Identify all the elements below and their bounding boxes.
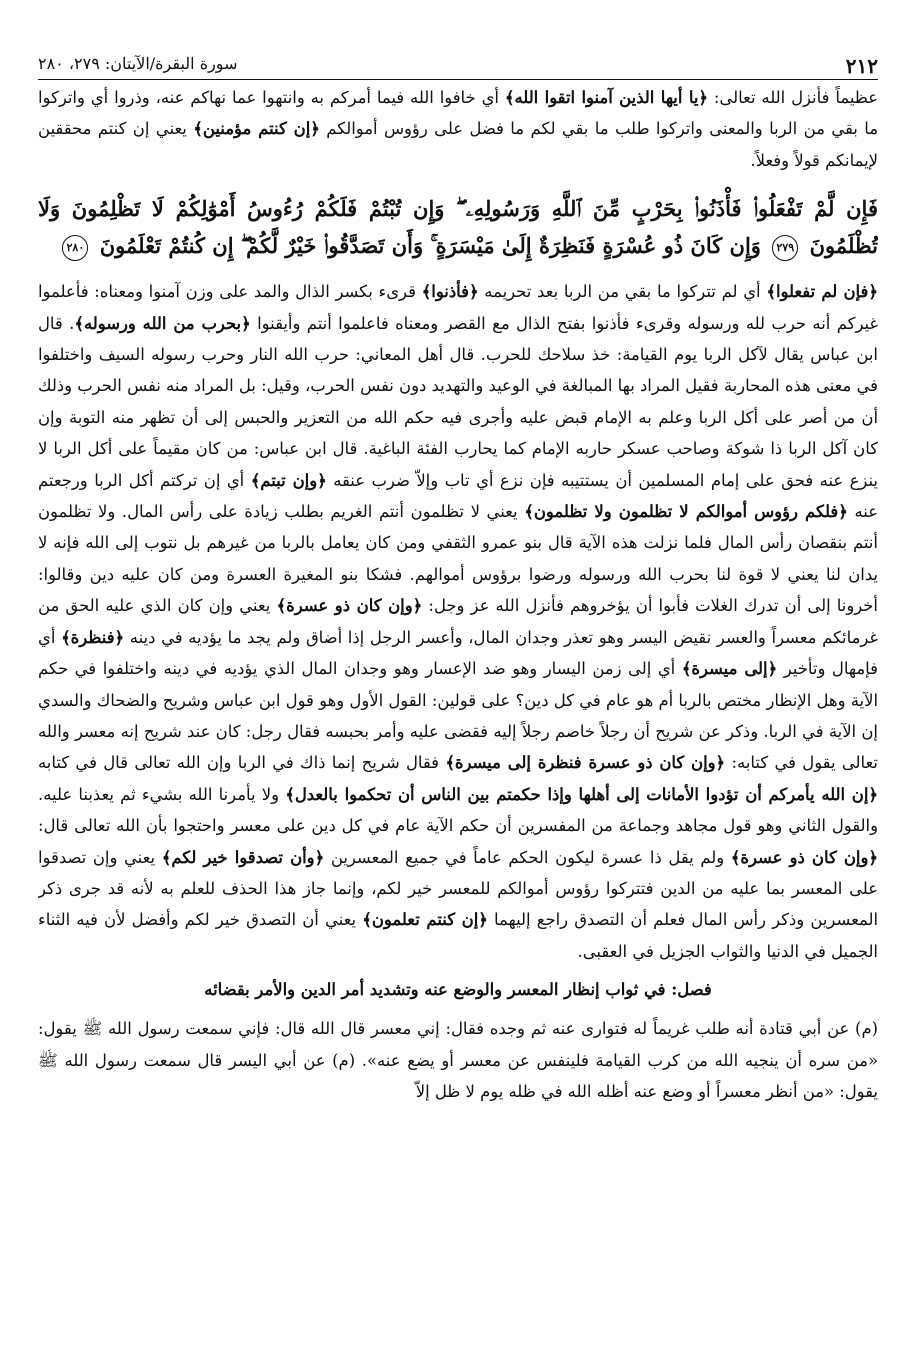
- commentary-text: أي فإمهال وتأخير: [38, 627, 878, 679]
- ayah-number-marker: ٢٧٩: [772, 235, 798, 261]
- commentary-text: يعني لا تظلمون أنتم الغريم بطلب زيادة على رأس المال. ولا تظلمون أنتم بنقصان رأس المال فلما نزلت هذه الآية قال بنو عمرو الثقفي ومن كان يعامل بالربا من غيرهم بل نتوب إلى الله فإنه لا يدان لنا يعني لا قوة لنا بحرب الله ورسوله ورضوا برؤوس أموالهم. فشكا بنو المغيرة العسرة ومن كان عليه دين وقالوا: أخرونا إلى أن تدرك الغلات فأبوا أن يؤخروهم فأنزل الله عز وجل:: [38, 502, 878, 616]
- section-heading: فصل: في ثواب إنظار المعسر والوضع عنه وتشديد أمر الدين والأمر بقضائه: [204, 980, 712, 1000]
- commentary-text: ولم يقل ذا عسرة ليكون الحكم عاماً في جميع المعسرين: [324, 847, 731, 867]
- commentary-text: أي إلى زمن اليسار وهو ضد الإعسار وهو وجدان المال الذي يؤديه في دينه واختلفوا في حكم الآية وهل الإنظار مختص بالربا أم هو عام في كل دين؟ على قولين: القول الأول وهو قول ابن عباس وشريح والضحاك والسدي إن الآية في الربا. وذكر عن شريح أن رجلاً خاصم رجلاً إليه فقضى عليه وأمر بحبسه فقال رجل: كان عند شريح إنه معسر والله تعالى يقول في كتابه:: [38, 659, 878, 773]
- quran-quote: ﴿إن كنتم مؤمنين﴾: [193, 119, 320, 139]
- intro-paragraph: [38, 82, 878, 176]
- intro-text: أي خافوا الله فيما أمركم به وانتهوا عما نهاكم عنه، وذروا أي واتركوا ما بقي من الربا والمعنى واتركوا طلب ما بقي لكم ما فضل على رؤوس أموالكم: [38, 88, 878, 139]
- quran-quote: ﴿وإن كان ذو عسرة﴾: [276, 596, 423, 616]
- quran-quote: ﴿إن كنتم تعلمون﴾: [362, 910, 488, 930]
- quran-quote: ﴿فلكم رؤوس أموالكم لا تظلمون ولا تظلمون﴾: [524, 502, 848, 522]
- quran-verse: [38, 190, 878, 264]
- ayah-number-marker: ٢٨٠: [62, 235, 88, 261]
- commentary-text: فقال شريح إنما ذاك في الربا وإن الله تعالى قال في كتابه: [38, 753, 446, 773]
- verse-text: فَإِن لَّمْ تَفْعَلُوا۟ فَأْذَنُوا۟ بِحَرْبٍ مِّنَ ٱللَّهِ وَرَسُولِهِۦ ۖ وَإِن تُبْتُمْ فَلَكُمْ رُءُوسُ أَمْوَٰلِكُمْ لَا تَظْلِمُونَ وَلَا تُظْلَمُونَ: [38, 196, 878, 259]
- page-number: ٢١٢: [845, 54, 878, 78]
- quran-quote: ﴿يا أيها الذين آمنوا اتقوا الله﴾: [504, 88, 708, 107]
- quran-quote: ﴿وإن تبتم﴾: [250, 470, 327, 490]
- commentary-text: يعني أن التصدق خير لكم وأفضل لأن فيه الثناء الجميل في الدنيا والثواب الجزيل في العقبى.: [38, 910, 878, 961]
- verse-text: وَإِن كَانَ ذُو عُسْرَةٍ فَنَظِرَةٌ إِلَىٰ مَيْسَرَةٍ ۚ وَأَن تَصَدَّقُوا۟ خَيْرٌ لَّكُمْ ۖ إِن كُنتُمْ تَعْلَمُونَ: [99, 233, 761, 259]
- quran-quote: ﴿فإن لم تفعلوا﴾: [766, 282, 878, 302]
- intro-text: يعني إن كنتم محققين لإيمانكم قولاً وفعلاً.: [38, 119, 878, 170]
- commentary-paragraph: [38, 276, 878, 967]
- commentary-text: يعني وإن تصدقوا على المعسر بما عليه من الدين فتتركوا رؤوس أموالكم للمعسر خير لكم، وإنما جاز هذا الحذف للعلم به لأنه قد جرى ذكر المعسرين وذكر رأس المال فعلم أن التصدق راجع إليهما: [38, 847, 878, 930]
- quran-quote: ﴿بحرب من الله ورسوله﴾: [74, 313, 251, 333]
- quran-quote: ﴿وإن كان ذو عسرة﴾: [730, 847, 878, 867]
- intro-text: عظيماً فأنزل الله تعالى:: [707, 88, 878, 107]
- header-rule: [38, 79, 878, 80]
- hadith-paragraph: (م) عن أبي قتادة أنه طلب غريماً له فتوارى عنه ثم وجده فقال: إني معسر قال الله قال: فإني سمعت رسول الله ﷺ يقول: «من سره أن ينجيه الله من كرب القيامة فلينفس عن معسر أو يضع عنه». (م) عن أبي اليسر قال سمعت رسول الله ﷺ يقول: «من أنظر معسراً أو وضع عنه أظله الله في ظله يوم لا ظل إلاّ: [38, 1019, 878, 1101]
- quran-quote: ﴿وأن تصدقوا خير لكم﴾: [161, 847, 325, 867]
- quran-quote: ﴿إلى ميسرة﴾: [681, 659, 778, 679]
- commentary-text: قرىء بكسر الذال والمد على وزن آمنوا ومعناه: فأعلموا غيركم أنه حرب لله ورسوله وقرىء فأذنوا بفتح الذال مع القصر ومعناه فاعلموا أنتم وأيقنوا: [38, 282, 878, 333]
- page-header: [38, 48, 878, 82]
- quran-quote: ﴿وإن كان ذو عسرة فنظرة إلى ميسرة﴾: [445, 753, 726, 773]
- book-page: [38, 48, 878, 1358]
- quran-quote: ﴿فنظرة﴾: [61, 627, 125, 647]
- quran-quote: ﴿إن الله يأمركم أن تؤدوا الأمانات إلى أهلها وإذا حكمتم بين الناس أن تحكموا بالعدل﴾: [285, 784, 878, 804]
- quran-quote: ﴿فأذنوا﴾: [421, 282, 479, 302]
- commentary-text: أي إن تركتم أكل الربا ورجعتم عنه: [38, 470, 878, 522]
- commentary-text: يعني وإن كان الذي عليه الحق من غرمائكم معسراً والعسر نقيض اليسر وهو تعذر وجدان المال، وأعسر الرجل إذا أضاق ولم يجد ما يؤديه في دينه: [38, 596, 878, 647]
- commentary-text: ولا يأمرنا الله بشيء ثم يعذبنا عليه. والقول الثاني وهو قول مجاهد وجماعة من المفسرين أن حكم الآية عام في كل دين على معسر واحتجوا بأن الله تعالى قال:: [38, 784, 878, 836]
- surah-label: سورة البقرة/الآيتان: ٢٧٩، ٢٨٠: [38, 54, 238, 73]
- commentary-text: . قال ابن عباس يقال لآكل الربا يوم القيامة: خذ سلاحك للحرب. قال أهل المعاني: حرب الله النار وحرب رسوله السيف واختلفوا في معنى هذه المحاربة فقيل المراد بها المبالغة في الوعيد والتهديد دون نفس الحرب، وقيل: بل المراد منه نفس الحرب وذلك أن من أصر على أكل الربا وعلم به الإمام قبض عليه وأجرى فيه حكم الله من التعزير والحبس إلى أن تظهر منه التوبة وإن كان آكل الربا ذا شوكة وصاحب عسكر حاربه الإمام كما يحارب الفئة الباغية. قال ابن عباس: من كان مقيماً على أكل الربا لا ينزع عنه فحق على إمام المسلمين أن يستتيبه فإن نزع أي تاب وإلاّ ضرب عنقه: [38, 313, 878, 490]
- commentary-text: أي لم تتركوا ما بقي من الربا بعد تحريمه: [478, 282, 767, 302]
